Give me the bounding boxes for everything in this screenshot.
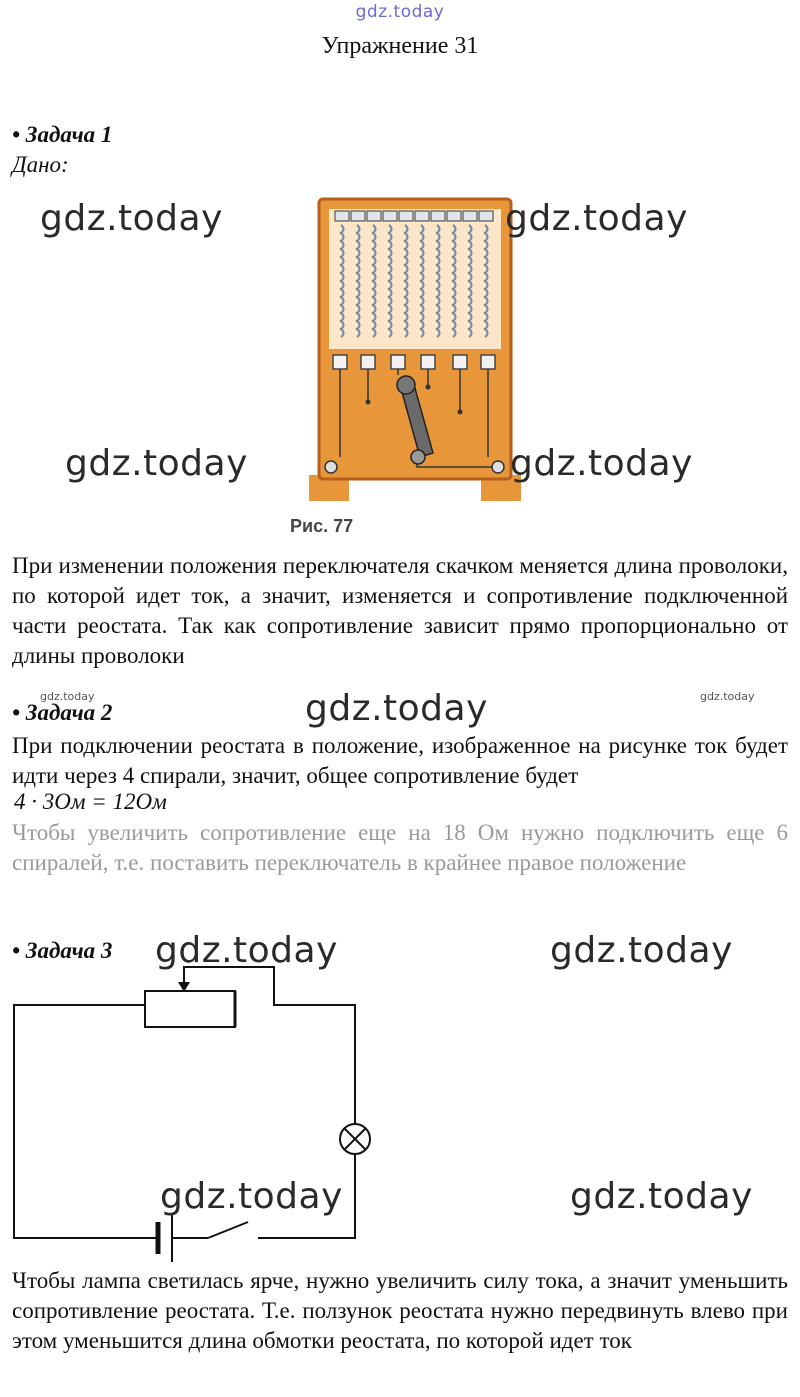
task-3-text: Чтобы лампа светилась ярче, нужно увеличить силу тока, а значит уменьшить сопротивление реостата. Т.е. ползунок реостата нужно передвинуть влево при этом уменьшится длина обмотки реостата, по которой идет ток xyxy=(12,1268,788,1353)
watermark: gdz.today xyxy=(65,443,248,484)
watermark: gdz.today xyxy=(155,930,338,971)
watermark-small: gdz.today xyxy=(40,690,95,703)
figure-caption: Рис. 77 xyxy=(290,516,354,536)
task-3-heading: • Задача 3 xyxy=(12,938,113,963)
watermark-small: gdz.today xyxy=(700,690,755,703)
page-title: Упражнение 31 xyxy=(321,33,479,59)
site-header-logo: gdz.today xyxy=(355,2,445,22)
watermark: gdz.today xyxy=(40,198,223,239)
task-2-formula: 4 · 3Ом = 12Ом xyxy=(14,789,167,814)
task-1-text: При изменении положения переключателя скачком меняется длина проволоки, по которой идет ток, а значит, изменяется и сопротивление подключенной части реостата. Так как сопротивление зависит прямо пропорционально от длины проволоки xyxy=(12,553,788,668)
task-2-heading: • Задача 2 xyxy=(12,700,113,725)
task-1-heading: • Задача 1 xyxy=(12,122,113,147)
watermark: gdz.today xyxy=(510,443,693,484)
watermark: gdz.today xyxy=(305,688,488,729)
task-2-text-gray: Чтобы увеличить сопротивление еще на 18 Ом нужно подключить еще 6 спиралей, т.е. поставить переключатель в крайнее правое положение xyxy=(12,820,788,875)
task-2-text: При подключении реостата в положение, изображенное на рисунке ток будет идти через 4 спирали, значит, общее сопротивление будет xyxy=(12,733,788,788)
task-1-given: Дано: xyxy=(12,152,69,177)
watermark: gdz.today xyxy=(505,198,688,239)
watermark: gdz.today xyxy=(160,1176,343,1217)
watermark: gdz.today xyxy=(570,1176,753,1217)
rheostat-figure xyxy=(305,195,525,510)
watermark: gdz.today xyxy=(550,930,733,971)
